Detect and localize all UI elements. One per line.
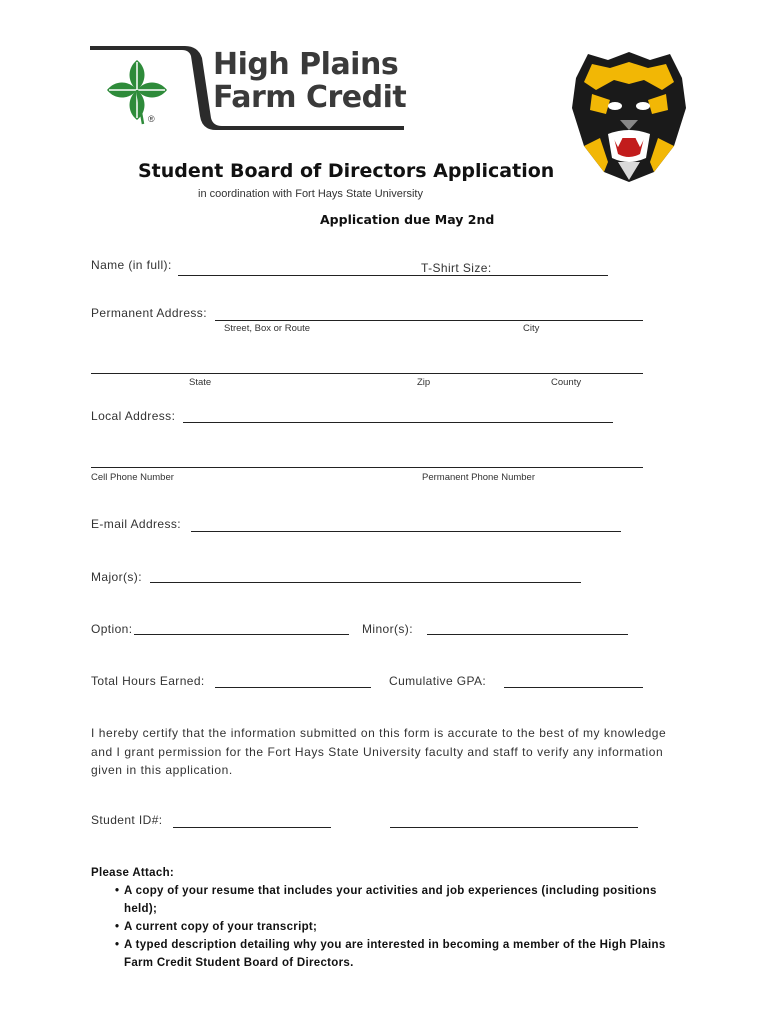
attachments-heading: Please Attach: [91, 867, 175, 879]
majors-label: Major(s): [91, 570, 142, 584]
due-date: Application due May 2nd [320, 212, 495, 227]
state-caption: State [189, 377, 212, 388]
permanent-address-field[interactable] [215, 320, 643, 321]
local-address-field[interactable] [183, 422, 613, 423]
bullet: • [115, 939, 120, 951]
minors-label: Minor(s): [362, 622, 413, 636]
registered-mark: ® [148, 114, 155, 124]
email-label: E-mail Address: [91, 517, 182, 531]
permanent-address-label: Permanent Address: [91, 306, 207, 320]
cell-phone-caption: Cell Phone Number [91, 472, 174, 483]
attachments-list [91, 882, 691, 972]
minors-field[interactable] [427, 634, 628, 635]
gpa-field[interactable] [504, 687, 643, 688]
county-caption: County [551, 377, 582, 388]
email-field[interactable] [191, 531, 621, 532]
list-item: • A current copy of your transcript; [91, 918, 691, 936]
logo-wordmark: High Plains Farm Credit [213, 47, 407, 115]
page-title: Student Board of Directors Application [138, 160, 555, 182]
state-zip-county-field[interactable] [91, 373, 643, 374]
list-item: • A copy of your resume that includes your activities and job experiences (including positions held); [91, 882, 691, 918]
bullet: • [115, 885, 120, 897]
hours-field[interactable] [215, 687, 371, 688]
name-label: Name (in full): [91, 258, 172, 272]
student-id-field[interactable] [173, 827, 331, 828]
tshirt-label: T-Shirt Size: [421, 261, 492, 275]
option-label: Option: [91, 622, 133, 636]
phone-numbers-field[interactable] [91, 467, 643, 468]
option-field[interactable] [134, 634, 349, 635]
name-field[interactable] [178, 275, 423, 276]
permanent-phone-caption: Permanent Phone Number [422, 472, 536, 483]
zip-caption: Zip [417, 377, 431, 388]
hours-label: Total Hours Earned: [91, 674, 205, 688]
bullet: • [115, 921, 120, 933]
attachments-section [91, 864, 691, 972]
certification-text: I hereby certify that the information submitted on this form is accurate to the best of my knowledge and I grant permission for the Fort Hays State University faculty and staff to verify any information given in this application. [91, 726, 667, 777]
local-address-label: Local Address: [91, 409, 176, 423]
gpa-label: Cumulative GPA: [389, 674, 487, 688]
list-item: • A typed description detailing why you are interested in becoming a member of the High Plains Farm Credit Student Board of Directors. [91, 936, 691, 972]
student-id-label: Student ID#: [91, 813, 163, 827]
page-subtitle: in coordination with Fort Hays State University [198, 188, 423, 200]
tshirt-field[interactable] [423, 275, 608, 276]
tiger-mascot-logo [570, 50, 688, 184]
city-caption: City [523, 323, 540, 334]
street-caption: Street, Box or Route [224, 323, 311, 334]
majors-field[interactable] [150, 582, 581, 583]
signature-field[interactable] [390, 827, 638, 828]
